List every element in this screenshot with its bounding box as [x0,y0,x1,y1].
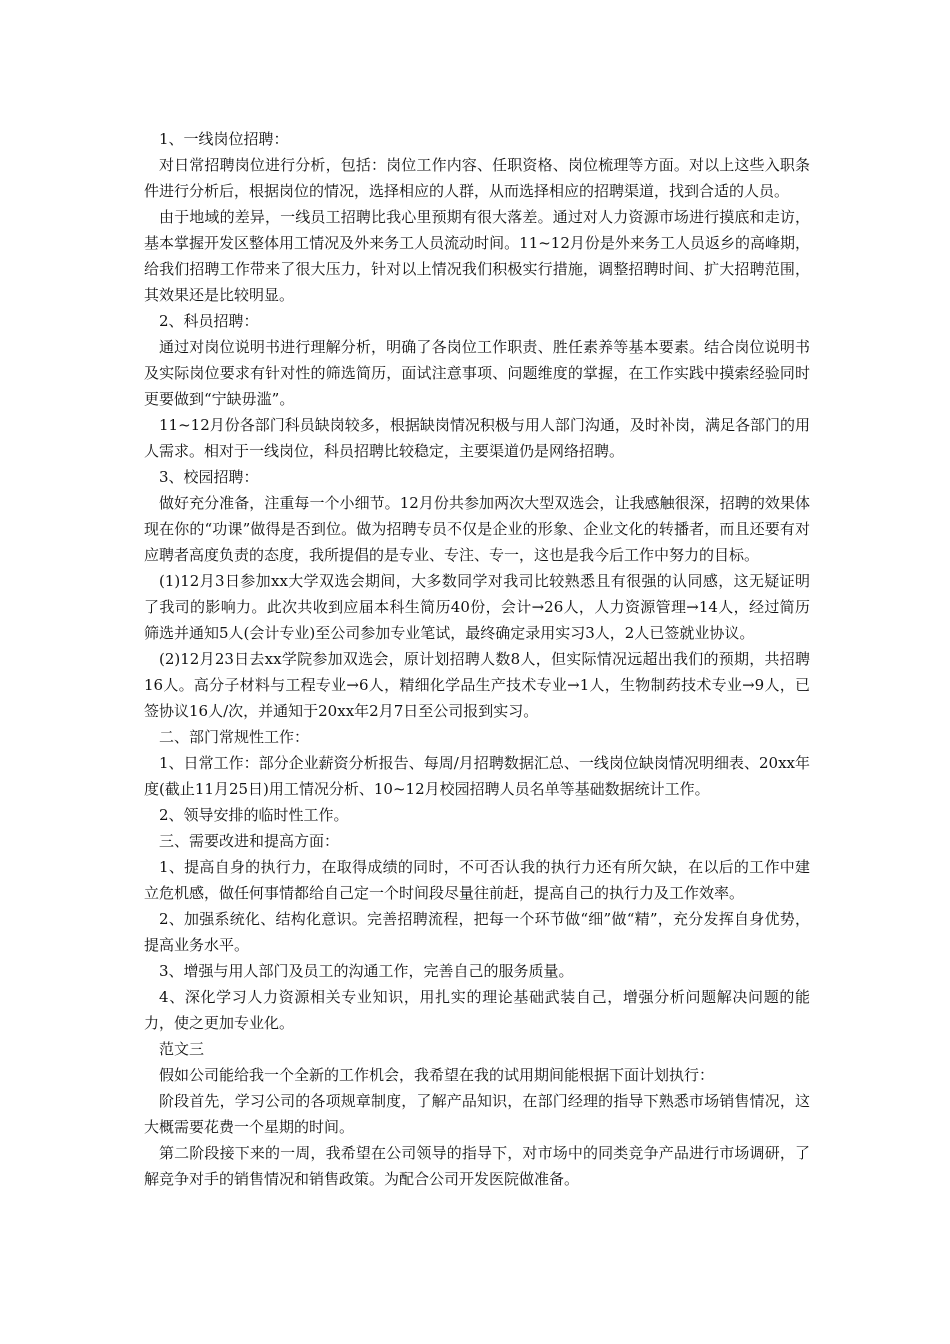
paragraph: 11~12月份各部门科员缺岗较多，根据缺岗情况积极与用人部门沟通，及时补岗，满足各部门的用人需求。相对于一线岗位，科员招聘比较稳定，主要渠道仍是网络招聘。 [144,416,810,460]
document-body [144,126,810,1192]
paragraph: 1、提高自身的执行力，在取得成绩的同时，不可否认我的执行力还有所欠缺，在以后的工作中建立危机感，做任何事情都给自己定一个时间段尽量往前赶，提高自己的执行力及工作效率。 [144,858,810,902]
paragraph: 4、深化学习人力资源相关专业知识，用扎实的理论基础武装自己，增强分析问题解决问题的能力，使之更加专业化。 [144,988,810,1032]
paragraph: 1、日常工作：部分企业薪资分析报告、每周/月招聘数据汇总、一线岗位缺岗情况明细表、20xx年度(截止11月25日)用工情况分析、10~12月校园招聘人员名单等基础数据统计工作。 [144,754,810,798]
heading-frontline-recruitment: 1、一线岗位招聘： [159,130,289,148]
paragraph: 阶段首先，学习公司的各项规章制度，了解产品知识，在部门经理的指导下熟悉市场销售情况，这大概需要花费一个星期的时间。 [144,1092,810,1136]
paragraph: 对日常招聘岗位进行分析，包括：岗位工作内容、任职资格、岗位梳理等方面。对以上这些入职条件进行分析后，根据岗位的情况，选择相应的人群，从而选择相应的招聘渠道，找到合适的人员。 [144,156,810,200]
paragraph: 由于地域的差异，一线员工招聘比我心里预期有很大落差。通过对人力资源市场进行摸底和走访，基本掌握开发区整体用工情况及外来务工人员流动时间。11~12月份是外来务工人员返乡的高峰期，给我们招聘工作带来了很大压力，针对以上情况我们积极实行措施，调整招聘时间、扩大招聘范围，其效果还是比较明显。 [144,208,810,304]
paragraph: 做好充分准备，注重每一个小细节。12月份共参加两次大型双选会，让我感触很深，招聘的效果体现在你的“功课”做得是否到位。做为招聘专员不仅是企业的形象、企业文化的转播者，而且还要有对应聘者高度负责的态度，我所提倡的是专业、专注、专一，这也是我今后工作中努力的目标。 [144,494,810,564]
paragraph: 假如公司能给我一个全新的工作机会，我希望在我的试用期间能根据下面计划执行： [159,1066,715,1084]
paragraph: (2)12月23日去xx学院参加双选会，原计划招聘人数8人，但实际情况远超出我们的预期，共招聘16人。高分子材料与工程专业→6人，精细化学品生产技术专业→1人，生物制药技术专业→9人，已签协议16人/次，并通知于20xx年2月7日至公司报到实习。 [144,650,810,720]
heading-routine-work: 二、部门常规性工作： [159,728,310,746]
paragraph: 2、加强系统化、结构化意识。完善招聘流程，把每一个环节做“细”做“精”，充分发挥自身优势，提高业务水平。 [144,910,810,954]
paragraph: 通过对岗位说明书进行理解分析，明确了各岗位工作职责、胜任素养等基本要素。结合岗位说明书及实际岗位要求有针对性的筛选简历，面试注意事项、问题维度的掌握，在工作实践中摸索经验同时更要做到“宁缺毋滥”。 [144,338,810,408]
heading-campus-recruitment: 3、校园招聘： [159,468,259,486]
paragraph: (1)12月3日参加xx大学双选会期间，大多数同学对我司比较熟悉且有很强的认同感，这无疑证明了我司的影响力。此次共收到应届本科生简历40份，会计→26人，人力资源管理→14人，经过简历筛选并通知5人(会计专业)至公司参加专业笔试，最终确定录用实习3人，2人已签就业协议。 [144,572,810,642]
paragraph: 2、领导安排的临时性工作。 [159,806,349,824]
heading-sample-three: 范文三 [159,1040,205,1058]
paragraph: 第二阶段接下来的一周，我希望在公司领导的指导下，对市场中的同类竞争产品进行市场调研，了解竞争对手的销售情况和销售政策。为配合公司开发医院做准备。 [144,1144,810,1188]
paragraph: 3、增强与用人部门及员工的沟通工作，完善自己的服务质量。 [159,962,574,980]
heading-improvements: 三、需要改进和提高方面： [159,832,340,850]
heading-staff-recruitment: 2、科员招聘： [159,312,259,330]
